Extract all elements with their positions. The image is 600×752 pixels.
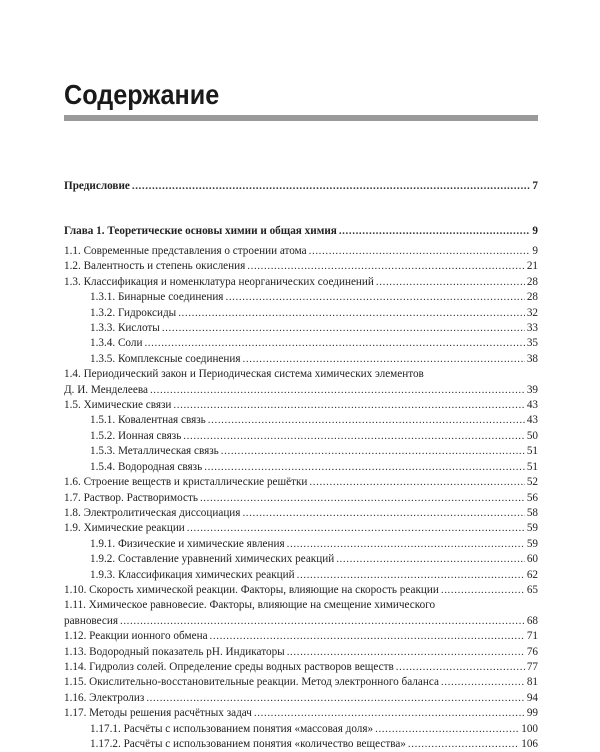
toc-entry-title: 1.3.3. Кислоты [90, 322, 160, 335]
toc-chapter-1 [64, 225, 538, 237]
toc-entry-title: 1.17.1. Расчёты с использованием понятия «массовая доля» [90, 722, 374, 735]
toc-entry-page: 28 [526, 291, 538, 304]
leader-dots [173, 398, 524, 413]
leader-dots [309, 475, 524, 490]
toc-entry[interactable] [64, 444, 538, 459]
toc-entry-page: 51 [526, 460, 538, 473]
toc-entry-title-line1: 1.11. Химическое равновесие. Факторы, влияющие на смещение химического [64, 599, 436, 612]
leader-dots [243, 352, 525, 367]
toc-entry-page: 65 [526, 583, 538, 596]
toc-entry-title: 1.13. Водородный показатель рН. Индикаторы [64, 645, 285, 658]
toc-entry-title: 1.9. Химические реакции [64, 522, 185, 535]
toc-entry[interactable] [64, 336, 538, 351]
title-underline [64, 115, 538, 121]
toc-entry[interactable] [64, 506, 538, 521]
toc-entry-title: 1.5.4. Водородная связь [90, 460, 203, 473]
toc-entry[interactable] [64, 180, 538, 192]
leader-dots [120, 614, 525, 629]
toc-entry-multiline[interactable] [64, 598, 538, 629]
toc-entry-title: 1.17.2. Расчёты с использованием понятия «количество вещества» [90, 738, 406, 750]
toc-entry[interactable] [64, 460, 538, 475]
toc-entry-title: 1.16. Электролиз [64, 691, 145, 704]
toc-entry-title: Предисловие [64, 180, 130, 192]
leader-dots [396, 660, 525, 675]
leader-dots [178, 306, 525, 321]
toc-entry-page: 7 [532, 180, 538, 192]
leader-dots [339, 225, 531, 237]
toc-entry-title: 1.3.5. Комплексные соединения [90, 352, 241, 365]
toc-entry[interactable] [64, 521, 538, 536]
toc-entry[interactable] [64, 691, 538, 706]
toc-entry[interactable] [64, 259, 538, 274]
toc-entry-title: 1.17. Методы решения расчётных задач [64, 707, 252, 720]
toc-entry-title: 1.3.1. Бинарные соединения [90, 291, 224, 304]
leader-dots [287, 645, 525, 660]
leader-dots [200, 491, 525, 506]
toc-entry-title: 1.3.2. Гидроксиды [90, 306, 177, 319]
toc-entry-title: Глава 1. Теоретические основы химии и общая химия [64, 225, 337, 237]
toc-entry-title: 1.14. Гидролиз солей. Определение среды водных растворов веществ [64, 660, 394, 673]
leader-dots [132, 180, 531, 192]
toc-entry-title: 1.9.1. Физические и химические явления [90, 537, 285, 550]
toc-entry-page: 59 [526, 537, 538, 550]
leader-dots [336, 552, 525, 567]
toc-entry-title: 1.12. Реакции ионного обмена [64, 630, 208, 643]
toc-entry-page: 32 [526, 306, 538, 319]
leader-dots [204, 460, 525, 475]
toc-entry[interactable] [64, 722, 538, 737]
toc-entry-page: 52 [526, 476, 538, 489]
leader-dots [287, 537, 525, 552]
toc-entry-title: 1.1. Современные представления о строении атома [64, 245, 307, 257]
leader-dots [187, 521, 525, 536]
toc-entry[interactable] [64, 645, 538, 660]
leader-dots [441, 675, 525, 690]
leader-dots [221, 444, 525, 459]
toc-entry-title: 1.10. Скорость химической реакции. Факторы, влияющие на скорость реакции [64, 583, 439, 596]
toc-entry-page: 76 [526, 645, 538, 658]
toc-entry-title: 1.3. Классификация и номенклатура неорганических соединений [64, 275, 374, 288]
toc-entry-page: 39 [526, 383, 538, 396]
toc-preface [64, 180, 538, 192]
leader-dots [309, 244, 531, 259]
toc-entry-page: 77 [526, 660, 538, 673]
toc-entry-page: 9 [532, 225, 538, 237]
toc-entry-page: 60 [526, 553, 538, 566]
toc-entry[interactable] [64, 244, 538, 259]
toc-entry[interactable] [64, 552, 538, 567]
toc-entry[interactable] [64, 413, 538, 428]
toc-entry-page: 38 [526, 352, 538, 365]
leader-dots [254, 706, 525, 721]
toc-entry-page: 100 [521, 722, 538, 735]
leader-dots [375, 722, 519, 737]
toc-entry-title: 1.3.4. Соли [90, 337, 143, 350]
toc-entry-page: 81 [526, 676, 538, 689]
leader-dots [376, 275, 525, 290]
leader-dots [150, 383, 525, 398]
leader-dots [247, 259, 525, 274]
toc-entry[interactable] [64, 352, 538, 367]
toc-entry-title-line1: 1.4. Периодический закон и Периодическая система химических элементов [64, 368, 424, 381]
toc-entry[interactable] [64, 583, 538, 598]
toc-entry-title: 1.8. Электролитическая диссоциация [64, 506, 241, 519]
toc-entry-page: 56 [526, 491, 538, 504]
toc-entry[interactable] [64, 629, 538, 644]
toc-entry[interactable] [64, 660, 538, 675]
toc-entry-multiline[interactable] [64, 367, 538, 398]
leader-dots [162, 321, 525, 336]
toc-entry[interactable] [64, 398, 538, 413]
toc-entry[interactable] [64, 475, 538, 490]
leader-dots [441, 583, 525, 598]
toc-entry-page: 68 [526, 614, 538, 627]
toc-entry[interactable] [64, 568, 538, 583]
toc-list [64, 244, 538, 752]
toc-entry-title: 1.7. Раствор. Растворимость [64, 491, 198, 504]
toc-entry[interactable] [64, 225, 538, 237]
toc-entry[interactable] [64, 491, 538, 506]
toc-entry-page: 43 [526, 414, 538, 427]
toc-entry-title: 1.5.2. Ионная связь [90, 429, 182, 442]
toc-entry-page: 50 [526, 429, 538, 442]
toc-entry-page: 35 [526, 337, 538, 350]
toc-entry-title: 1.5.1. Ковалентная связь [90, 414, 206, 427]
leader-dots [144, 336, 524, 351]
toc-entry-page: 99 [526, 707, 538, 720]
toc-entry[interactable] [64, 321, 538, 336]
toc-entry-page: 106 [521, 738, 538, 750]
leader-dots [297, 568, 525, 583]
toc-entry[interactable] [64, 537, 538, 552]
toc-entry-title: 1.5.3. Металлическая связь [90, 445, 219, 458]
leader-dots [146, 691, 525, 706]
leader-dots [225, 290, 524, 305]
toc-entry-title-line2: равновесия [64, 614, 118, 627]
toc-entry[interactable] [64, 675, 538, 690]
toc-entry-page: 62 [526, 568, 538, 581]
leader-dots [210, 629, 525, 644]
toc-entry-title: 1.6. Строение веществ и кристаллические решётки [64, 476, 308, 489]
leader-dots [208, 413, 525, 428]
toc-entry-page: 21 [526, 260, 538, 273]
toc-entry[interactable] [64, 290, 538, 305]
toc-entry-page: 28 [526, 275, 538, 288]
toc-entry-title: 1.2. Валентность и степень окисления [64, 260, 246, 273]
toc-entry[interactable] [64, 429, 538, 444]
toc-entry-page: 33 [526, 322, 538, 335]
toc-entry-title: 1.5. Химические связи [64, 399, 172, 412]
toc-entry-title: 1.15. Окислительно-восстановительные реакции. Метод электронного баланса [64, 676, 439, 689]
page-title: Содержание [64, 79, 220, 110]
toc-entry-page: 58 [526, 506, 538, 519]
toc-entry-page: 9 [532, 245, 538, 257]
toc-entry-page: 43 [526, 399, 538, 412]
toc-entry-page: 51 [526, 445, 538, 458]
toc-entry-page: 71 [526, 630, 538, 643]
toc-entry-page: 94 [526, 691, 538, 704]
toc-entry-title: 1.9.3. Классификация химических реакций [90, 568, 295, 581]
toc-entry[interactable] [64, 275, 538, 290]
toc-entry[interactable] [64, 706, 538, 721]
toc-entry-page: 59 [526, 522, 538, 535]
toc-entry-title: 1.9.2. Составление уравнений химических реакций [90, 553, 335, 566]
toc-entry-title-line2: Д. И. Менделеева [64, 383, 148, 396]
leader-dots [183, 429, 525, 444]
toc-entry[interactable] [64, 306, 538, 321]
leader-dots [242, 506, 524, 521]
